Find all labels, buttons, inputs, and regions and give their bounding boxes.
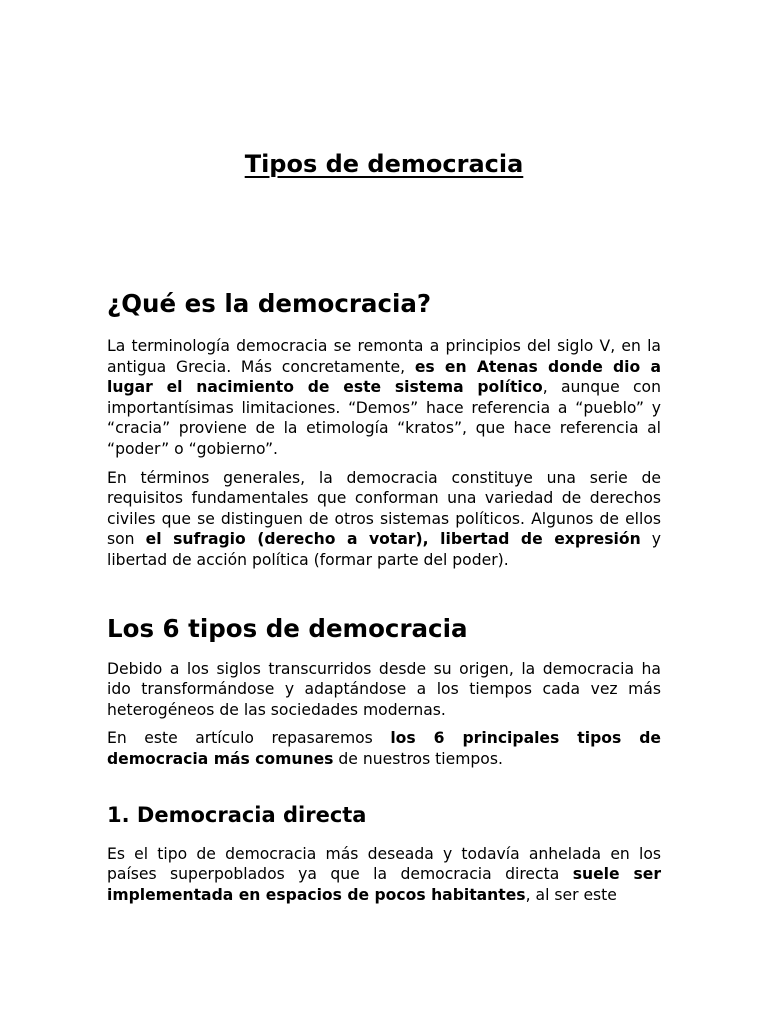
text-run: y libertad de acción política (formar parte del poder). bbox=[107, 530, 661, 569]
paragraph bbox=[107, 468, 661, 571]
text-run: , aunque con importantísimas limitaciones. “Demos” hace referencia a “pueblo” y “cracia” proviene de la etimología “kratos”, que hace referencia al “poder” o “gobierno”. bbox=[107, 378, 661, 458]
text-run: , al ser este bbox=[525, 885, 617, 904]
paragraph bbox=[107, 336, 661, 460]
bold-text-run: los 6 principales tipos de democracia más comunes bbox=[107, 729, 661, 768]
document-body bbox=[107, 284, 661, 905]
paragraph bbox=[107, 844, 661, 906]
bold-text-run: el sufragio (derecho a votar), libertad de expresión bbox=[145, 530, 641, 549]
section-los-6-tipos bbox=[107, 609, 661, 770]
text-run: Es el tipo de democracia más deseada y todavía anhelada en los países superpoblados ya que la democracia directa bbox=[107, 844, 661, 884]
text-run: de nuestros tiempos. bbox=[333, 749, 503, 768]
paragraph bbox=[107, 728, 661, 769]
section-que-es-la-democracia bbox=[107, 284, 661, 571]
text-run: En este artículo repasaremos bbox=[107, 729, 391, 748]
bold-text-run: suele ser implementada en espacios de pocos habitantes bbox=[107, 865, 662, 904]
subsection-heading: 1. Democracia directa bbox=[107, 802, 367, 827]
section-heading: ¿Qué es la democracia? bbox=[107, 289, 432, 318]
section-heading: Los 6 tipos de democracia bbox=[107, 613, 468, 643]
document-title: Tipos de democracia bbox=[244, 150, 524, 178]
bold-text-run: es en Atenas donde dio a lugar el nacimiento de este sistema político bbox=[107, 357, 661, 397]
paragraph: Debido a los siglos transcurridos desde su origen, la democracia ha ido transformándose y adaptándose a los tiempos cada vez más heterogéneos de las sociedades modernas. bbox=[107, 659, 661, 719]
section-democracia-directa bbox=[107, 798, 661, 906]
text-run: En términos generales, la democracia constituye una serie de requisitos fundamentales que conforman una variedad de derechos civiles que se distinguen de otros sistemas políticos. Algunos de ellos son bbox=[107, 468, 661, 549]
text-run: La terminología democracia se remonta a principios del siglo V, en la antigua Grecia. Más concretamente, bbox=[107, 337, 661, 376]
